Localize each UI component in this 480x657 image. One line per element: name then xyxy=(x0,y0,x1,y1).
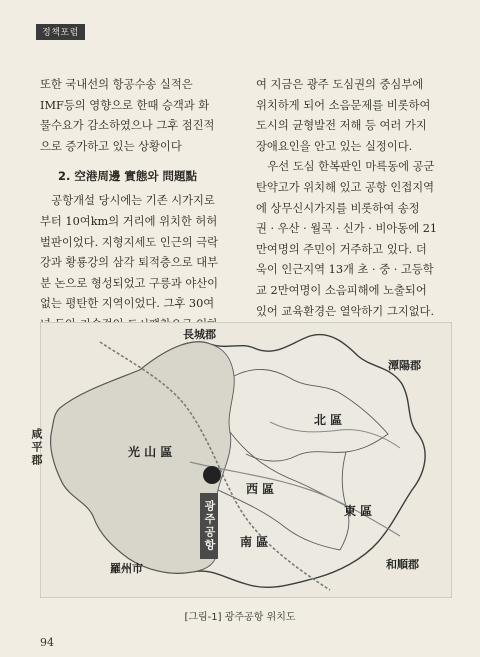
airport-marker xyxy=(203,466,221,484)
label-jangseong: 長城郡 xyxy=(183,328,216,341)
label-hwasun: 和順郡 xyxy=(386,558,419,571)
left-paragraph-2: 공항개설 당시에는 기존 시가지로 부터 10여km의 거리에 위치한 허허 벌판이었다. 지형지세도 인근의 극락 강과 황룡강의 삼각 퇴적층으로 대부 분 논으로 형성되었고 구릉과 야산이 없는 평탄한 지역이었다. 그후 30여 xyxy=(40,194,219,311)
figure-caption: [그림-1] 광주공항 위치도 xyxy=(184,612,296,623)
label-naju: 羅州市 xyxy=(110,562,143,575)
right-paragraph-1: 여 지금은 광주 도심권의 중심부에 위치하게 되어 소음문제를 비롯하여 도시의 균형발전 저해 등 여러 가지 장애요인을 안고 있는 실정이다. xyxy=(256,78,431,153)
label-hampyeong: 咸平郡 xyxy=(30,428,43,467)
label-dong: 東 區 xyxy=(344,504,373,518)
label-seo: 西 區 xyxy=(246,482,275,496)
section-heading: 2. 空港周邊 實態와 問題點 xyxy=(58,169,197,184)
label-airport: 광주공항 xyxy=(200,493,218,559)
page-number: 94 xyxy=(40,636,54,649)
label-gwangsan: 光 山 區 xyxy=(128,445,173,459)
section-tag: 정책포럼 xyxy=(36,24,85,40)
label-buk: 北 區 xyxy=(314,413,343,427)
right-text-column xyxy=(256,75,452,343)
left-paragraph-1: 또한 국내선의 항공수송 실적은 IMF등의 영향으로 한때 승객과 화 물수요가 감소하였으나 그후 점진적 으로 증가하고 있는 상황이다 xyxy=(40,78,215,153)
left-text-column xyxy=(40,75,236,336)
right-paragraph-2: 우선 도심 한복판인 마륵동에 공군 탄약고가 위치해 있고 공항 인접지역 에 상무신시가지를 비롯하여 송정 권 · 우산 · 월곡 · 신가 · 비아동에 21 만여명의 주민이 거주하고 있다. 더 욱이 인근지역 13개 초 · 중 · 고등학 교 2만여명이 소음피해에 노출되어 있어 교육환경은 열악하기 그지없다. xyxy=(256,160,438,318)
label-damyang: 潭陽郡 xyxy=(388,359,421,372)
label-nam: 南 區 xyxy=(240,535,269,549)
